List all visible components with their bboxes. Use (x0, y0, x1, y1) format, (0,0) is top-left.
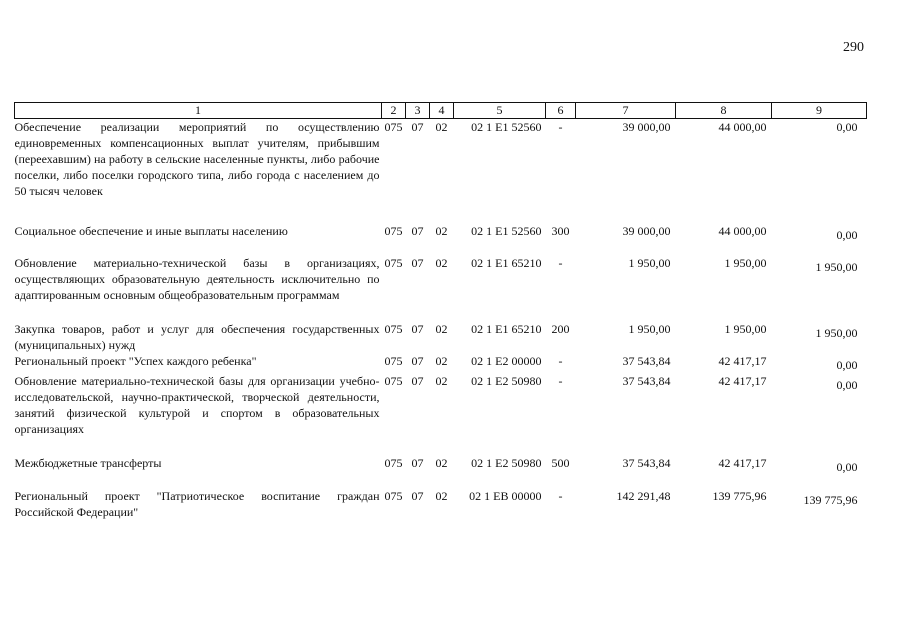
column-header: 1 (15, 103, 382, 119)
column-header: 7 (576, 103, 676, 119)
cell-c5: 02 1 E2 50980 (471, 373, 542, 388)
cell-c7: 37 543,84 (622, 353, 671, 368)
cell-c5: 02 1 E1 65210 (471, 255, 542, 270)
cell-c8: 42 417,17 (718, 455, 767, 470)
cell-c6: - (558, 488, 563, 503)
cell-c5: 02 1 E1 52560 (471, 223, 542, 238)
cell-c4: 02 (435, 353, 448, 368)
cell-c9: 0,00 (836, 120, 858, 134)
cell-c2: 075 (384, 321, 403, 336)
cell-c3: 07 (411, 353, 424, 368)
cell-c3: 07 (411, 488, 424, 503)
cell-c9: 139 775,96 (803, 492, 858, 507)
cell-c6: 200 (551, 321, 570, 336)
cell-c3: 07 (411, 373, 424, 388)
table-row (15, 223, 867, 255)
column-header: 9 (772, 103, 867, 119)
cell-c9: 0,00 (836, 459, 858, 474)
column-header: 4 (430, 103, 454, 119)
cell-c6: - (558, 255, 563, 270)
row-name: Социальное обеспечение и иные выплаты населению (14, 223, 288, 238)
row-name: Региональный проект "Патриотическое воспитание граждан Российской Федерации" (14, 488, 380, 519)
page-number: 290 (843, 40, 864, 55)
cell-c2: 075 (384, 488, 403, 503)
cell-c3: 07 (411, 321, 424, 336)
cell-c5: 02 1 E2 50980 (471, 455, 542, 470)
table-row (15, 255, 867, 321)
cell-c8: 42 417,17 (718, 353, 767, 368)
cell-c2: 075 (384, 353, 403, 368)
cell-c9: 1 950,00 (815, 325, 858, 340)
cell-c9: 1 950,00 (815, 259, 858, 274)
cell-c8: 44 000,00 (718, 120, 767, 134)
cell-c4: 02 (435, 455, 448, 470)
cell-c7: 1 950,00 (628, 255, 671, 270)
table-row (15, 488, 867, 520)
cell-c9: 0,00 (836, 377, 858, 392)
column-header: 8 (676, 103, 772, 119)
table-row (15, 119, 867, 223)
cell-c2: 075 (384, 120, 403, 134)
row-name: Обеспечение реализации мероприятий по осуществлению единовременных компенсационных выплат учителям, прибывшим (переехавшим) на работу в сельские населенные пункты, либо рабочие поселки, либо поселки городского типа, либо города с населением до 50 тысяч человек (14, 120, 380, 198)
cell-c7: 39 000,00 (622, 120, 671, 134)
column-header: 5 (454, 103, 546, 119)
cell-c6: - (558, 373, 563, 388)
cell-c4: 02 (435, 255, 448, 270)
cell-c4: 02 (435, 373, 448, 388)
cell-c9: 0,00 (836, 357, 858, 372)
cell-c7: 37 543,84 (622, 455, 671, 470)
cell-c2: 075 (384, 255, 403, 270)
cell-c7: 39 000,00 (622, 223, 671, 238)
cell-c7: 37 543,84 (622, 373, 671, 388)
cell-c2: 075 (384, 373, 403, 388)
cell-c6: - (558, 120, 563, 134)
cell-c5: 02 1 E1 52560 (471, 120, 542, 134)
cell-c3: 07 (411, 223, 424, 238)
column-header: 3 (406, 103, 430, 119)
cell-c6: 300 (551, 223, 570, 238)
cell-c4: 02 (435, 488, 448, 503)
cell-c5: 02 1 E1 65210 (471, 321, 542, 336)
row-name: Обновление материально-технической базы для организации учебно-исследовательской, научно-практической, творческой деятельности, занятий физической культурой и спортом в образовательных организациях (14, 373, 380, 436)
table-row (15, 353, 867, 373)
table-header-row (15, 103, 867, 119)
cell-c8: 1 950,00 (724, 321, 767, 336)
cell-c8: 1 950,00 (724, 255, 767, 270)
row-name: Межбюджетные трансферты (14, 455, 162, 470)
cell-c6: - (558, 353, 563, 368)
cell-c8: 139 775,96 (712, 488, 767, 503)
budget-table (14, 102, 867, 520)
cell-c4: 02 (435, 321, 448, 336)
cell-c9: 0,00 (836, 227, 858, 242)
cell-c2: 075 (384, 455, 403, 470)
cell-c3: 07 (411, 255, 424, 270)
cell-c3: 07 (411, 455, 424, 470)
cell-c8: 44 000,00 (718, 223, 767, 238)
cell-c7: 1 950,00 (628, 321, 671, 336)
table-row (15, 455, 867, 488)
row-name: Региональный проект "Успех каждого ребенка" (14, 353, 257, 368)
table-row (15, 373, 867, 455)
cell-c6: 500 (551, 455, 570, 470)
cell-c5: 02 1 E2 00000 (471, 353, 542, 368)
cell-c8: 42 417,17 (718, 373, 767, 388)
column-header: 2 (382, 103, 406, 119)
cell-c4: 02 (435, 223, 448, 238)
table-row (15, 321, 867, 353)
cell-c5: 02 1 EB 00000 (469, 488, 542, 503)
cell-c3: 07 (411, 120, 424, 134)
row-name: Обновление материально-технической базы в организациях, осуществляющих образовательную деятельность исключительно по адаптированным основным общеобразовательным программам (14, 255, 380, 302)
row-name: Закупка товаров, работ и услуг для обеспечения государственных (муниципальных) нужд (14, 321, 380, 352)
cell-c4: 02 (435, 120, 448, 134)
cell-c7: 142 291,48 (616, 488, 671, 503)
cell-c2: 075 (384, 223, 403, 238)
column-header: 6 (546, 103, 576, 119)
